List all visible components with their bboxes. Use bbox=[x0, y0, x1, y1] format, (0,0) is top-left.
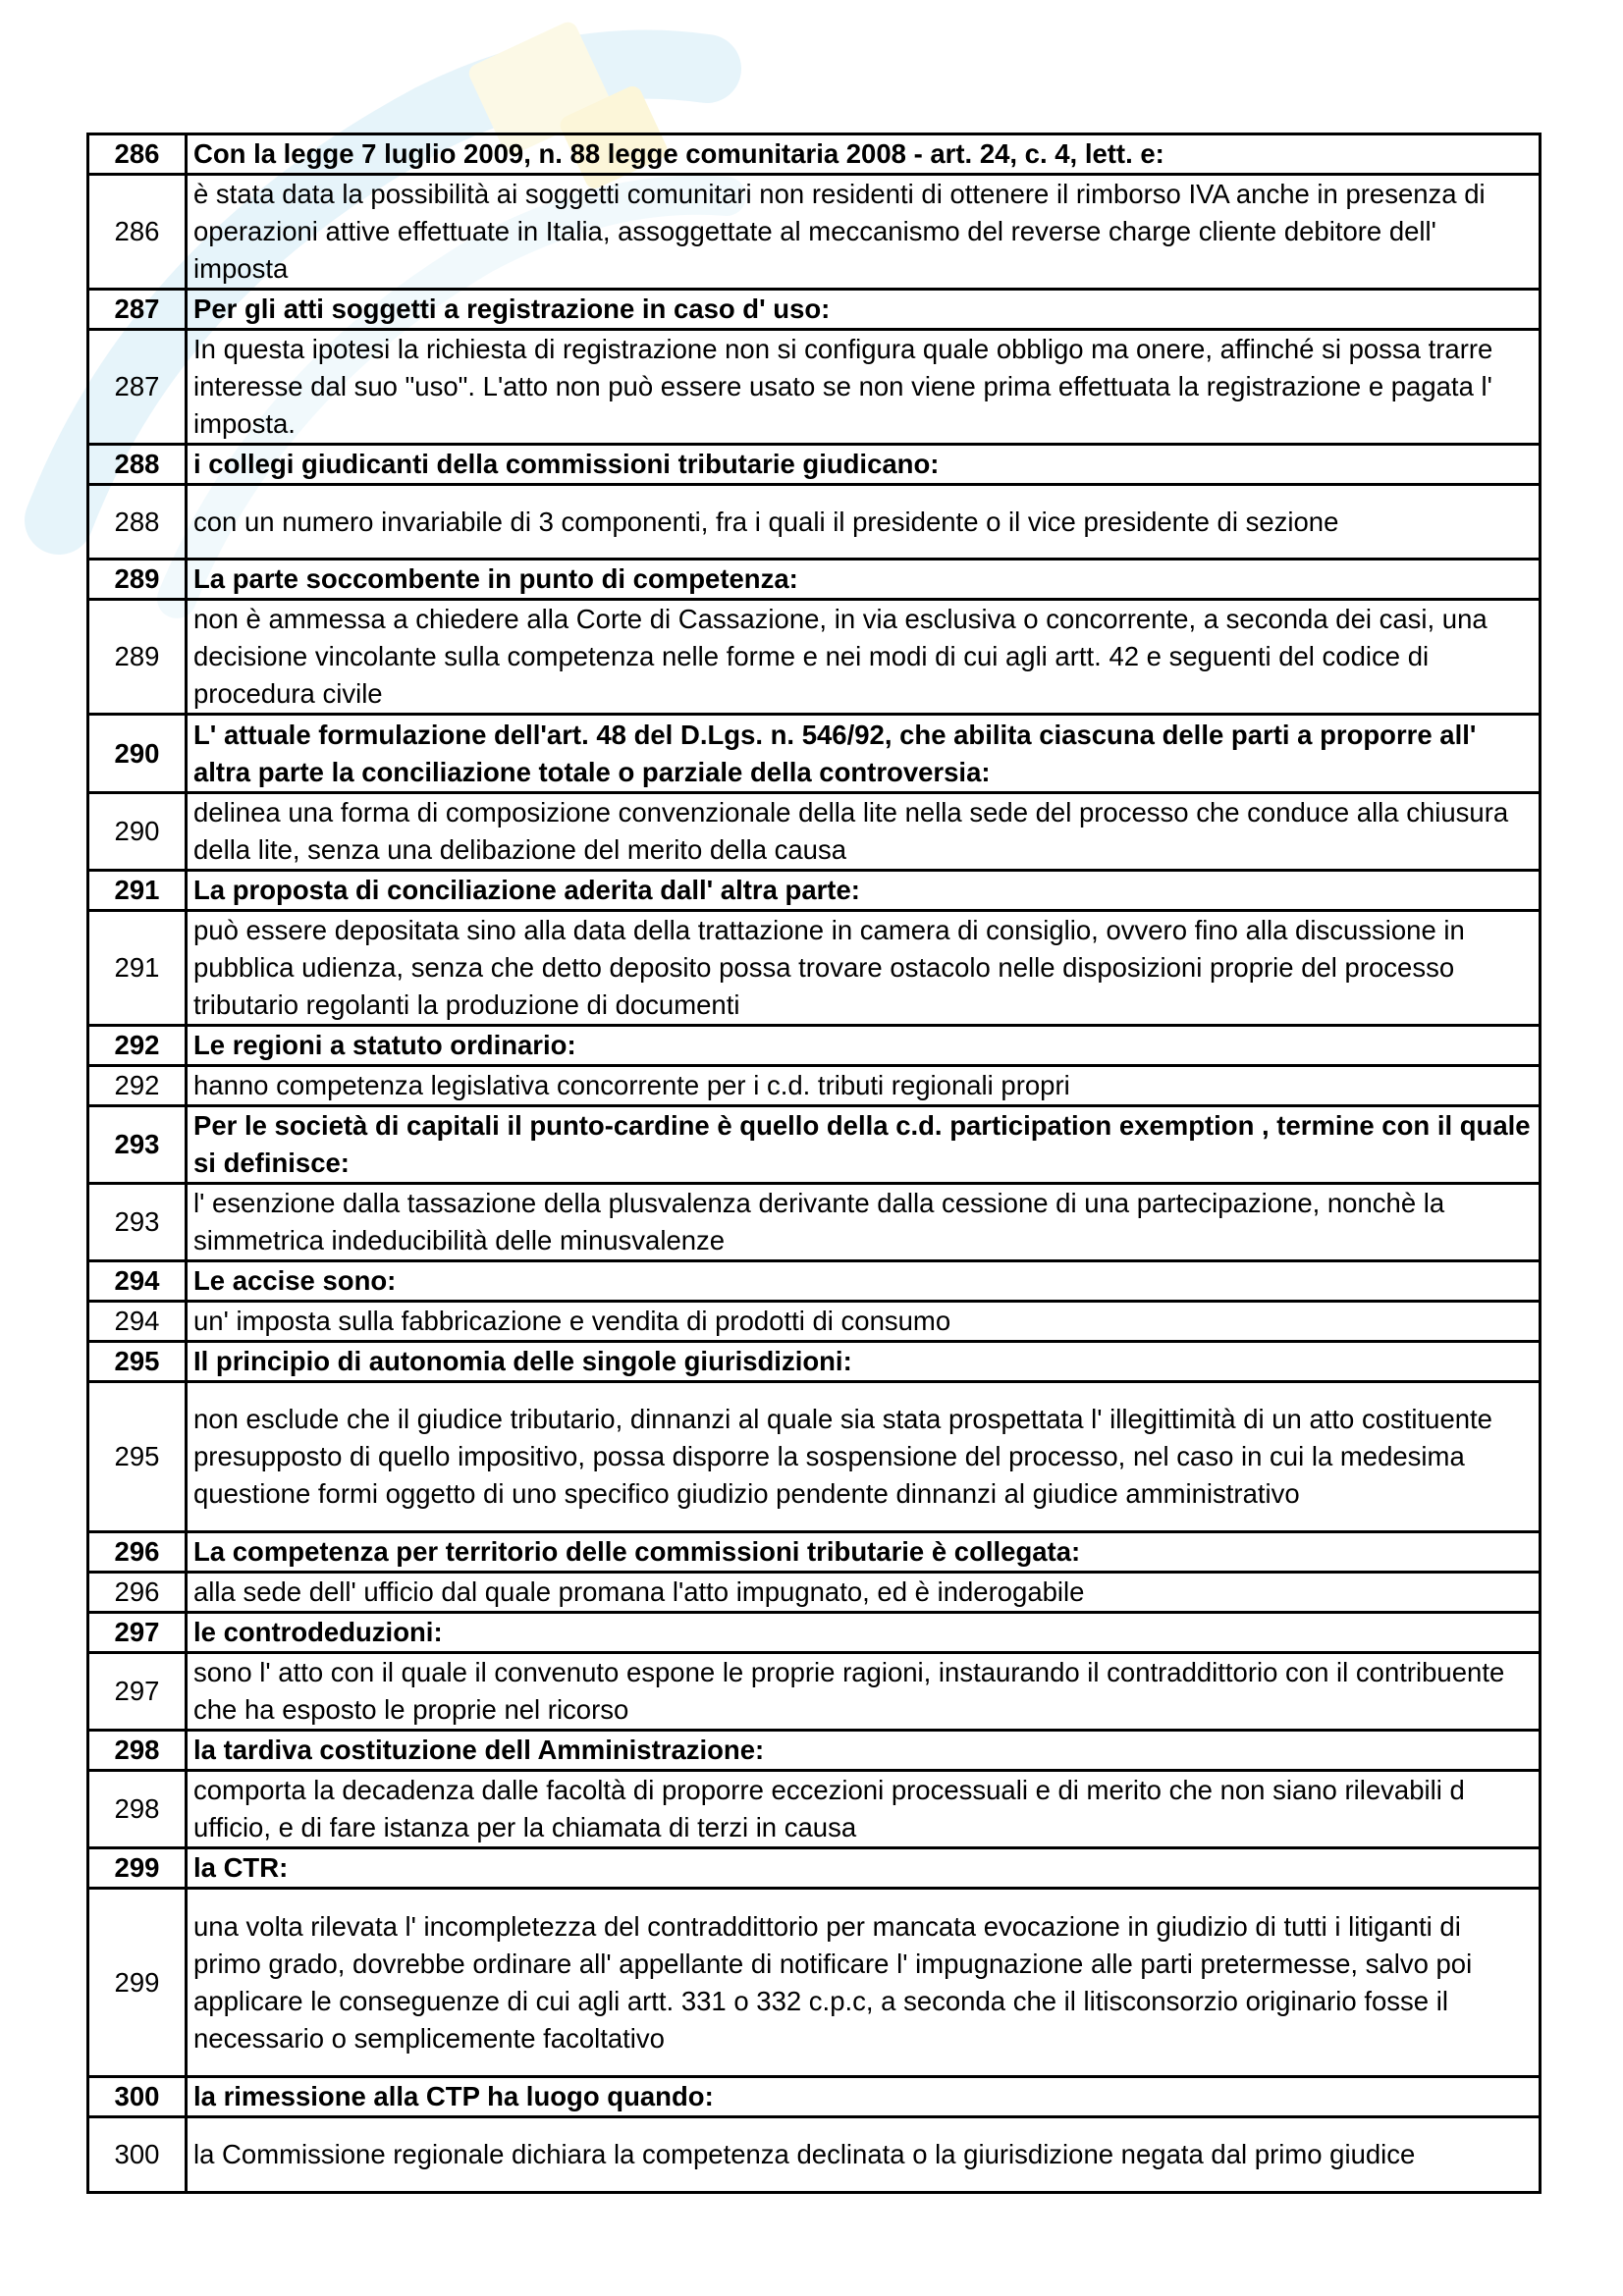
question-row bbox=[88, 1106, 1541, 1184]
answer-row bbox=[88, 1771, 1541, 1848]
question-number: 286 bbox=[88, 175, 187, 290]
question-row bbox=[88, 1848, 1541, 1889]
question-text: la rimessione alla CTP ha luogo quando: bbox=[187, 2077, 1541, 2117]
question-number: 291 bbox=[88, 911, 187, 1026]
question-number: 294 bbox=[88, 1302, 187, 1342]
answer-text: non è ammessa a chiedere alla Corte di Cassazione, in via esclusiva o concorrente, a seconda dei casi, una decisione vincolante sulla competenza nelle forme e nei modi di cui agli artt. 42 e seguenti del codice di procedura civile bbox=[187, 600, 1541, 715]
question-number: 300 bbox=[88, 2117, 187, 2193]
question-number: 292 bbox=[88, 1066, 187, 1106]
question-number: 289 bbox=[88, 600, 187, 715]
question-number: 297 bbox=[88, 1653, 187, 1731]
question-text: Con la legge 7 luglio 2009, n. 88 legge comunitaria 2008 - art. 24, c. 4, lett. e: bbox=[187, 134, 1541, 175]
answer-text: hanno competenza legislativa concorrente per i c.d. tributi regionali propri bbox=[187, 1066, 1541, 1106]
answer-text: l' esenzione dalla tassazione della plusvalenza derivante dalla cessione di una partecipazione, nonchè la simmetrica indeducibilità delle minusvalenze bbox=[187, 1184, 1541, 1261]
answer-row bbox=[88, 911, 1541, 1026]
question-number: 292 bbox=[88, 1026, 187, 1066]
answer-row bbox=[88, 1302, 1541, 1342]
question-row bbox=[88, 560, 1541, 600]
question-text: L' attuale formulazione dell'art. 48 del D.Lgs. n. 546/92, che abilita ciascuna delle parti a proporre all' altra parte la conciliazione totale o parziale della controversia: bbox=[187, 715, 1541, 793]
question-number: 291 bbox=[88, 871, 187, 911]
question-number: 295 bbox=[88, 1342, 187, 1382]
question-text: Il principio di autonomia delle singole giurisdizioni: bbox=[187, 1342, 1541, 1382]
question-row bbox=[88, 1026, 1541, 1066]
answer-text: la Commissione regionale dichiara la competenza declinata o la giurisdizione negata dal primo giudice bbox=[187, 2117, 1541, 2193]
question-number: 300 bbox=[88, 2077, 187, 2117]
answer-row bbox=[88, 2117, 1541, 2193]
question-number: 290 bbox=[88, 715, 187, 793]
answer-row bbox=[88, 330, 1541, 445]
question-number: 293 bbox=[88, 1106, 187, 1184]
question-number: 290 bbox=[88, 793, 187, 871]
question-row bbox=[88, 2077, 1541, 2117]
question-text: La proposta di conciliazione aderita dall' altra parte: bbox=[187, 871, 1541, 911]
question-text: la CTR: bbox=[187, 1848, 1541, 1889]
question-text: Per le società di capitali il punto-cardine è quello della c.d. participation exemption , termine con il quale si definisce: bbox=[187, 1106, 1541, 1184]
question-number: 298 bbox=[88, 1771, 187, 1848]
question-text: La competenza per territorio delle commissioni tributarie è collegata: bbox=[187, 1532, 1541, 1573]
question-number: 287 bbox=[88, 330, 187, 445]
question-number: 287 bbox=[88, 290, 187, 330]
answer-text: è stata data la possibilità ai soggetti comunitari non residenti di ottenere il rimborso IVA anche in presenza di operazioni attive effettuate in Italia, assoggettate al meccanismo del reverse charge cliente debitore dell' imposta bbox=[187, 175, 1541, 290]
answer-text: un' imposta sulla fabbricazione e vendita di prodotti di consumo bbox=[187, 1302, 1541, 1342]
answer-text: comporta la decadenza dalle facoltà di proporre eccezioni processuali e di merito che non siano rilevabili d ufficio, e di fare istanza per la chiamata di terzi in causa bbox=[187, 1771, 1541, 1848]
question-number: 288 bbox=[88, 445, 187, 485]
answer-text: con un numero invariabile di 3 componenti, fra i quali il presidente o il vice presidente di sezione bbox=[187, 485, 1541, 560]
question-row bbox=[88, 1342, 1541, 1382]
question-number: 294 bbox=[88, 1261, 187, 1302]
question-row bbox=[88, 715, 1541, 793]
question-row bbox=[88, 1613, 1541, 1653]
answer-row bbox=[88, 1573, 1541, 1613]
answer-row bbox=[88, 1184, 1541, 1261]
answer-row bbox=[88, 1066, 1541, 1106]
question-row bbox=[88, 1532, 1541, 1573]
question-number: 293 bbox=[88, 1184, 187, 1261]
answer-text: In questa ipotesi la richiesta di registrazione non si configura quale obbligo ma onere, affinché si possa trarre interesse dal suo "uso". L'atto non può essere usato se non viene prima effettuata la registrazione e pagata l' imposta. bbox=[187, 330, 1541, 445]
answer-row bbox=[88, 1653, 1541, 1731]
question-text: i collegi giudicanti della commissioni tributarie giudicano: bbox=[187, 445, 1541, 485]
question-text: Le regioni a statuto ordinario: bbox=[187, 1026, 1541, 1066]
question-text: Per gli atti soggetti a registrazione in caso d' uso: bbox=[187, 290, 1541, 330]
question-row bbox=[88, 1731, 1541, 1771]
question-number: 298 bbox=[88, 1731, 187, 1771]
answer-row bbox=[88, 175, 1541, 290]
question-number: 296 bbox=[88, 1573, 187, 1613]
answer-text: può essere depositata sino alla data della trattazione in camera di consiglio, ovvero fino alla discussione in pubblica udienza, senza che detto deposito possa trovare ostacolo nelle disposizioni proprie del processo tributario regolanti la produzione di documenti bbox=[187, 911, 1541, 1026]
answer-row bbox=[88, 793, 1541, 871]
question-row bbox=[88, 1261, 1541, 1302]
question-number: 296 bbox=[88, 1532, 187, 1573]
question-number: 299 bbox=[88, 1848, 187, 1889]
answer-text: sono l' atto con il quale il convenuto espone le proprie ragioni, instaurando il contraddittorio con il contribuente che ha esposto le proprie nel ricorso bbox=[187, 1653, 1541, 1731]
answer-text: una volta rilevata l' incompletezza del contraddittorio per mancata evocazione in giudizio di tutti i litiganti di primo grado, dovrebbe ordinare all' appellante di notificare l' impugnazione alle parti pretermesse, salvo poi applicare le conseguenze di cui agli artt. 331 o 332 c.p.c, a seconda che il litisconsorzio originario fosse il necessario o semplicemente facoltativo bbox=[187, 1889, 1541, 2077]
qa-table-body bbox=[88, 134, 1541, 2193]
question-row bbox=[88, 871, 1541, 911]
answer-text: non esclude che il giudice tributario, dinnanzi al quale sia stata prospettata l' illegittimità di un atto costituente presupposto di quello impositivo, possa disporre la sospensione del processo, nel caso in cui la medesima questione formi oggetto di uno specifico giudizio pendente dinnanzi al giudice amministrativo bbox=[187, 1382, 1541, 1532]
question-text: La parte soccombente in punto di competenza: bbox=[187, 560, 1541, 600]
answer-text: alla sede dell' ufficio dal quale promana l'atto impugnato, ed è inderogabile bbox=[187, 1573, 1541, 1613]
question-row bbox=[88, 290, 1541, 330]
question-number: 289 bbox=[88, 560, 187, 600]
answer-row bbox=[88, 1889, 1541, 2077]
question-number: 295 bbox=[88, 1382, 187, 1532]
answer-row bbox=[88, 485, 1541, 560]
answer-row bbox=[88, 1382, 1541, 1532]
answer-text: delinea una forma di composizione convenzionale della lite nella sede del processo che conduce alla chiusura della lite, senza una delibazione del merito della causa bbox=[187, 793, 1541, 871]
qa-table bbox=[86, 133, 1542, 2194]
question-number: 288 bbox=[88, 485, 187, 560]
question-number: 297 bbox=[88, 1613, 187, 1653]
question-row bbox=[88, 445, 1541, 485]
question-row bbox=[88, 134, 1541, 175]
question-number: 299 bbox=[88, 1889, 187, 2077]
question-text: Le accise sono: bbox=[187, 1261, 1541, 1302]
question-number: 286 bbox=[88, 134, 187, 175]
question-text: la tardiva costituzione dell Amministrazione: bbox=[187, 1731, 1541, 1771]
answer-row bbox=[88, 600, 1541, 715]
question-text: le controdeduzioni: bbox=[187, 1613, 1541, 1653]
